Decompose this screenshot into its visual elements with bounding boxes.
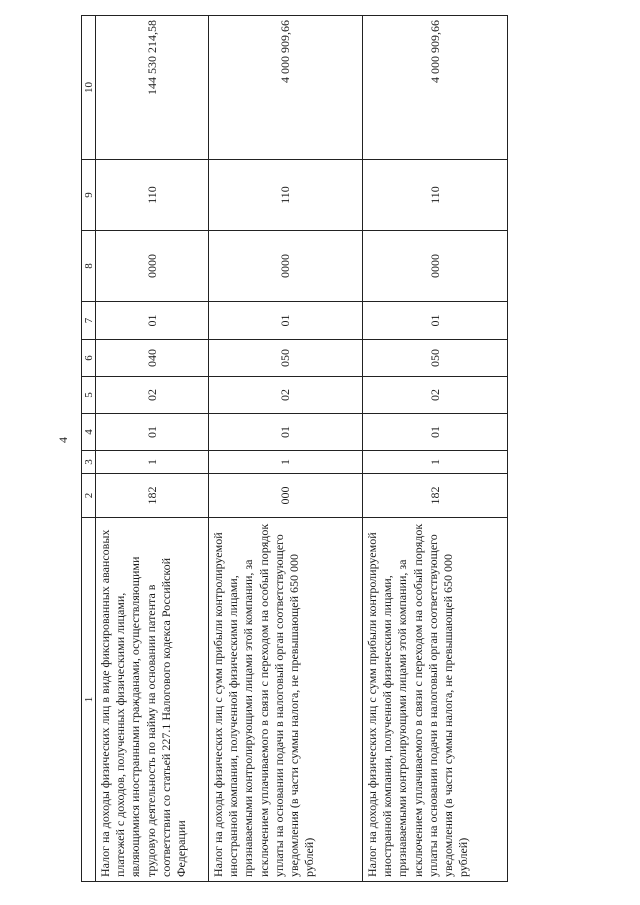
table-row	[209, 16, 363, 882]
article-code: 02	[209, 377, 363, 414]
program-code: 0000	[363, 231, 508, 302]
column-header: 5	[82, 377, 96, 414]
admin-code: 182	[96, 474, 209, 518]
program-code: 0000	[209, 231, 363, 302]
group-code: 1	[96, 451, 209, 474]
column-header: 4	[82, 414, 96, 451]
element-code: 01	[363, 302, 508, 340]
subarticle-code: 050	[363, 340, 508, 377]
admin-code: 000	[209, 474, 363, 518]
program-code: 0000	[96, 231, 209, 302]
classification-code: 110	[363, 160, 508, 231]
element-code: 01	[209, 302, 363, 340]
column-header: 3	[82, 451, 96, 474]
column-number-row	[82, 16, 96, 882]
subarticle-code: 050	[209, 340, 363, 377]
column-header: 2	[82, 474, 96, 518]
column-header: 9	[82, 160, 96, 231]
amount-value: 144 530 214,58	[96, 16, 209, 160]
subgroup-code: 01	[96, 414, 209, 451]
admin-code: 182	[363, 474, 508, 518]
column-header: 1	[82, 518, 96, 882]
column-header: 8	[82, 231, 96, 302]
column-header: 10	[82, 16, 96, 160]
element-code: 01	[96, 302, 209, 340]
classification-code: 110	[96, 160, 209, 231]
article-code: 02	[363, 377, 508, 414]
income-description: Налог на доходы физических лиц с сумм прибыли контролируемой иностранной компании, полученной физическими лицами, признаваемыми контролирующими лицами этой компании, за исключением уплачиваемого в связи с переходом на особый порядок уплаты на основании подачи в налоговый орган соответствующего уведомления (в части суммы налога, не превышающей 650 000 рублей)	[363, 518, 508, 882]
subgroup-code: 01	[363, 414, 508, 451]
subarticle-code: 040	[96, 340, 209, 377]
table-row	[363, 16, 508, 882]
article-code: 02	[96, 377, 209, 414]
table-row	[96, 16, 209, 882]
classification-code: 110	[209, 160, 363, 231]
group-code: 1	[363, 451, 508, 474]
amount-value: 4 000 909,66	[209, 16, 363, 160]
column-header: 7	[82, 302, 96, 340]
column-header: 6	[82, 340, 96, 377]
subgroup-code: 01	[209, 414, 363, 451]
amount-value: 4 000 909,66	[363, 16, 508, 160]
income-description: Налог на доходы физических лиц в виде фиксированных авансовых платежей с доходов, полученных физическими лицами, являющимися иностранными гражданами, осуществляющими трудовую деятельность по найму на основании патента в соответствии со статьей 227.1 Налогового кодекса Российской Федерации	[96, 518, 209, 882]
rotated-table-container	[81, 16, 495, 882]
page-number: 4	[56, 437, 70, 443]
budget-revenue-table	[81, 15, 508, 882]
group-code: 1	[209, 451, 363, 474]
income-description: Налог на доходы физических лиц с сумм прибыли контролируемой иностранной компании, полученной физическими лицами, признаваемыми контролирующими лицами этой компании, за исключением уплачиваемого в связи с переходом на особый порядок уплаты на основании подачи в налоговый орган соответствующего уведомления (в части суммы налога, не превышающей 650 000 рублей)	[209, 518, 363, 882]
